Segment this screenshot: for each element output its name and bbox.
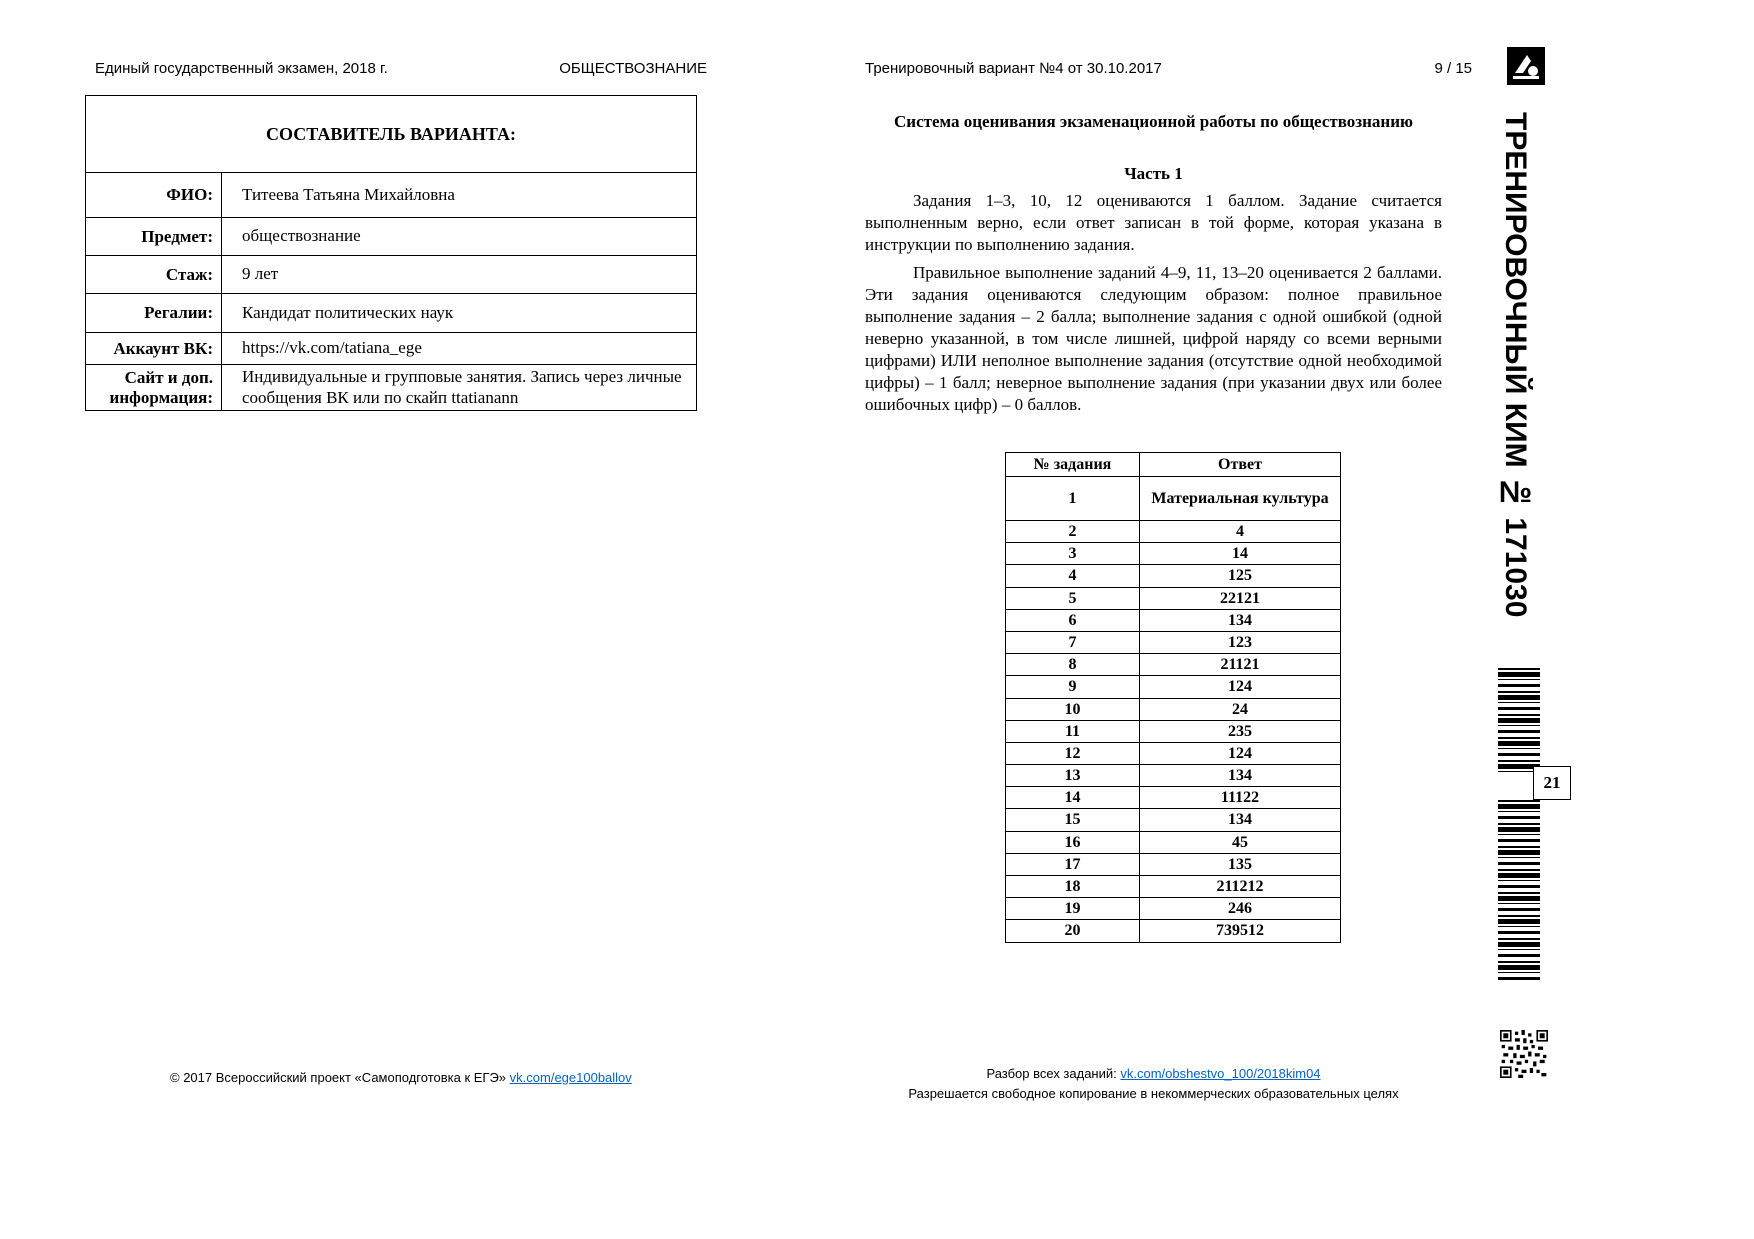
- author-value: Индивидуальные и групповые занятия. Запись через личные сообщения ВК или по скайп ttatianann: [222, 365, 697, 411]
- answer-cell: 134: [1140, 765, 1341, 787]
- solutions-label: Разбор всех заданий:: [986, 1066, 1121, 1081]
- part-title: Часть 1: [1124, 164, 1183, 183]
- answer-cell: 24: [1140, 698, 1341, 720]
- task-cell: 14: [1006, 787, 1140, 809]
- footer-right: [865, 1064, 1442, 1104]
- answer-cell: 134: [1140, 809, 1341, 831]
- table-row: [1006, 477, 1341, 521]
- table-row: [1006, 587, 1341, 609]
- column-header-task: № задания: [1006, 453, 1140, 477]
- page-number: 9 / 15: [1434, 60, 1472, 77]
- task-cell: 12: [1006, 742, 1140, 764]
- task-cell: 9: [1006, 676, 1140, 698]
- task-cell: 18: [1006, 876, 1140, 898]
- barcode: [1498, 668, 1540, 774]
- exam-title: Единый государственный экзамен, 2018 г.: [95, 60, 388, 77]
- table-row: [86, 333, 697, 365]
- table-row: [1006, 787, 1341, 809]
- task-cell: 16: [1006, 831, 1140, 853]
- task-cell: 7: [1006, 631, 1140, 653]
- table-row: [1006, 521, 1341, 543]
- answer-cell: 124: [1140, 742, 1341, 764]
- author-label: Стаж:: [86, 256, 222, 294]
- header-right: [865, 60, 1472, 77]
- table-row: [1006, 876, 1341, 898]
- task-cell: 4: [1006, 565, 1140, 587]
- copyright-text: © 2017 Всероссийский проект «Самоподготовка к ЕГЭ»: [170, 1070, 510, 1085]
- scoring-title: Система оценивания экзаменационной работы по обществознанию: [894, 112, 1413, 131]
- table-row: [1006, 676, 1341, 698]
- table-row: [1006, 853, 1341, 875]
- answers-table: [1005, 452, 1341, 943]
- answer-cell: 235: [1140, 720, 1341, 742]
- task-cell: 1: [1006, 477, 1140, 521]
- answer-cell: Материальная культура: [1140, 477, 1341, 521]
- task-cell: 5: [1006, 587, 1140, 609]
- table-row: [1006, 742, 1341, 764]
- subject-title: ОБЩЕСТВОЗНАНИЕ: [559, 60, 707, 77]
- task-cell: 19: [1006, 898, 1140, 920]
- task-cell: 8: [1006, 654, 1140, 676]
- author-table: [85, 95, 697, 411]
- table-row: [1006, 765, 1341, 787]
- author-value: Титеева Татьяна Михайловна: [222, 173, 697, 218]
- author-value: 9 лет: [222, 256, 697, 294]
- task-cell: 15: [1006, 809, 1140, 831]
- scoring-section: [865, 112, 1442, 416]
- table-row: [1006, 609, 1341, 631]
- table-row: [1006, 898, 1341, 920]
- answer-cell: 124: [1140, 676, 1341, 698]
- table-row: [86, 218, 697, 256]
- task-cell: 17: [1006, 853, 1140, 875]
- answer-cell: 123: [1140, 631, 1341, 653]
- table-row: [86, 96, 697, 173]
- table-row: [86, 365, 697, 411]
- table-row: [86, 173, 697, 218]
- answer-cell: 14: [1140, 543, 1341, 565]
- author-label: Предмет:: [86, 218, 222, 256]
- barcode: [1498, 800, 1540, 982]
- author-table-title: СОСТАВИТЕЛЬ ВАРИАНТА:: [86, 96, 697, 173]
- answer-cell: 45: [1140, 831, 1341, 853]
- author-label: Сайт и доп. информация:: [86, 365, 222, 411]
- task-cell: 20: [1006, 920, 1140, 942]
- task-cell: 10: [1006, 698, 1140, 720]
- table-row: [1006, 920, 1341, 942]
- table-row: [1006, 698, 1341, 720]
- author-value: Кандидат политических наук: [222, 294, 697, 333]
- table-row: [1006, 631, 1341, 653]
- answer-cell: 134: [1140, 609, 1341, 631]
- table-row: [1006, 654, 1341, 676]
- answer-cell: 246: [1140, 898, 1341, 920]
- ege-logo-icon: [1507, 47, 1545, 85]
- answer-cell: 4: [1140, 521, 1341, 543]
- qr-code: [1500, 1030, 1548, 1078]
- table-header-row: [1006, 453, 1341, 477]
- answer-cell: 22121: [1140, 587, 1341, 609]
- table-row: [1006, 720, 1341, 742]
- copying-note: Разрешается свободное копирование в некоммерческих образовательных целях: [908, 1086, 1399, 1101]
- author-value: обществознание: [222, 218, 697, 256]
- answer-cell: 739512: [1140, 920, 1341, 942]
- author-label: Аккаунт ВК:: [86, 333, 222, 365]
- author-label: Регалии:: [86, 294, 222, 333]
- scoring-paragraph: Правильное выполнение заданий 4–9, 11, 13–20 оценивается 2 баллами. Эти задания оцениваются следующим образом: полное правильное выполнение задания – 2 балла; выполнение задания с одной ошибкой (одной неверно указанной, в том числе лишней, цифрой наряду со всеми верными цифрами) ИЛИ неполное выполнение задания (отсутствие одной необходимой цифры) – 1 балл; неверное выполнение задания (при указании двух или более ошибочных цифр) – 0 баллов.: [865, 263, 1442, 414]
- task-cell: 6: [1006, 609, 1140, 631]
- solutions-link[interactable]: vk.com/obshestvo_100/2018kim04: [1120, 1066, 1321, 1081]
- table-row: [1006, 565, 1341, 587]
- answer-cell: 21121: [1140, 654, 1341, 676]
- task-cell: 3: [1006, 543, 1140, 565]
- answer-cell: 125: [1140, 565, 1341, 587]
- table-row: [1006, 831, 1341, 853]
- answer-cell: 135: [1140, 853, 1341, 875]
- table-row: [86, 294, 697, 333]
- task-cell: 11: [1006, 720, 1140, 742]
- author-label: ФИО:: [86, 173, 222, 218]
- scoring-paragraph: Задания 1–3, 10, 12 оцениваются 1 баллом. Задание считается выполненным верно, если ответ записан в той форме, которая указана в инструкции по выполнению задания.: [865, 191, 1442, 254]
- answer-cell: 11122: [1140, 787, 1341, 809]
- kim-vertical-label: ТРЕНИРОВОЧНЫЙ КИМ № 171030: [1499, 112, 1532, 618]
- column-header-answer: Ответ: [1140, 453, 1341, 477]
- table-row: [1006, 809, 1341, 831]
- project-link[interactable]: vk.com/ege100ballov: [509, 1070, 632, 1085]
- footer-left: [170, 1070, 632, 1085]
- table-row: [1006, 543, 1341, 565]
- page-code-badge: 21: [1533, 766, 1571, 800]
- task-cell: 2: [1006, 521, 1140, 543]
- task-cell: 13: [1006, 765, 1140, 787]
- author-value: https://vk.com/tatiana_ege: [222, 333, 697, 365]
- header-left: [95, 60, 707, 77]
- variant-title: Тренировочный вариант №4 от 30.10.2017: [865, 60, 1162, 77]
- table-row: [86, 256, 697, 294]
- answer-cell: 211212: [1140, 876, 1341, 898]
